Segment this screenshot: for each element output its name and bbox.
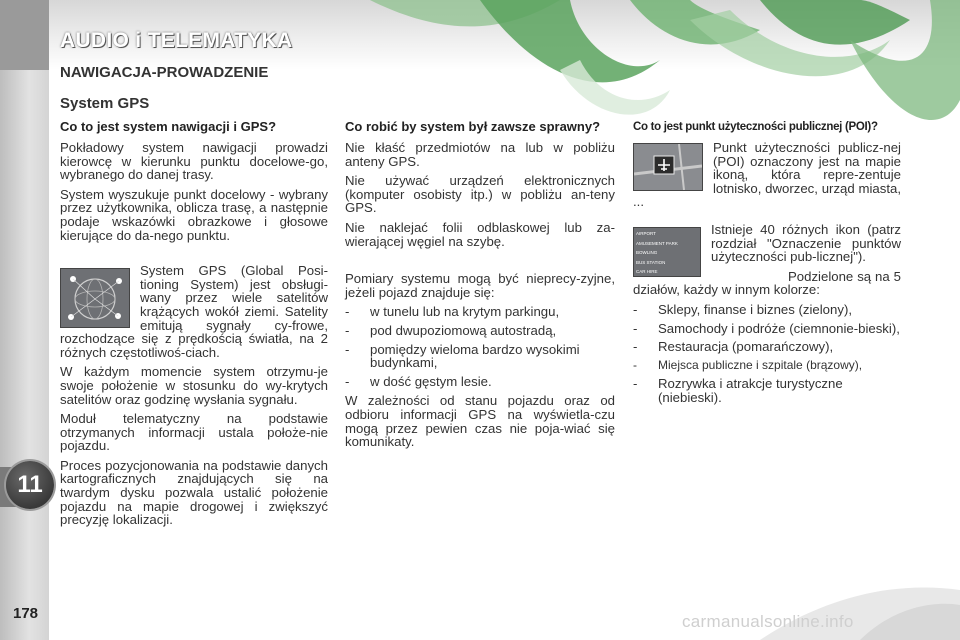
- page-number: 178: [13, 605, 39, 622]
- chapter-number: 11: [17, 471, 43, 498]
- section-title: NAWIGACJA-PROWADZENIE: [60, 64, 269, 81]
- page-header-title: AUDIO i TELEMATYKA: [60, 29, 293, 52]
- paragraph: Podzielone są na 5 działów, każdy w innym kolorze:: [633, 268, 901, 298]
- poi-category-list: [633, 303, 901, 405]
- heading-how-to-keep-working: Co robić by system był zawsze sprawny?: [345, 119, 601, 134]
- poi-categories-block: [633, 223, 901, 297]
- heading-what-is-poi: Co to jest punkt użyteczności publicznej (POI)?: [633, 121, 878, 133]
- paragraph: Pomiary systemu mogą być nieprecy-zyjne, jeżeli pojazd znajduje się:: [345, 271, 615, 300]
- list-item: - Rozrywka i atrakcje turystyczne (niebieski).: [633, 376, 843, 405]
- list-item: - w dość gęstym lesie.: [345, 373, 492, 389]
- poi-list-image: [633, 227, 701, 277]
- conditions-list: [345, 305, 615, 388]
- chapter-badge: [6, 461, 54, 509]
- paragraph: Istnieje 40 różnych ikon (patrz rozdział "Oznaczenie punktów użyteczności pub-licznej").: [711, 222, 901, 265]
- list-item: - Samochody i podróże (ciemnonie-bieski),: [633, 320, 900, 336]
- list-item: BOWLING: [636, 250, 658, 255]
- paragraph-text: Punkt użyteczności publicz-nej (POI) oznaczony jest na mapie ikoną, która repre-zentuje lotnisko, dworzec, urząd miasta, ...: [633, 140, 901, 210]
- list-item: - Restauracja (pomarańczowy),: [633, 339, 834, 355]
- paragraph: Pokładowy system nawigacji prowadzi kierowcę w kierunku punktu docelowe-go, wybranego do danej trasy.: [60, 140, 328, 183]
- paragraph: W zależności od stanu pojazdu oraz od odbioru informacji GPS na wyświetla-czu mogą przez pewien czas nie poja-wiać się komunikaty.: [345, 393, 615, 450]
- paragraph: Nie naklejać folii odblaskowej lub za-wierającej węgiel na szybę.: [345, 219, 615, 249]
- paragraph: W każdym momencie system otrzymu-je swoje położenie w stosunku do wy-krytych satelitów oraz godzinę wysłania sygnału.: [60, 364, 328, 407]
- heading-what-is-gps: Co to jest system nawigacji i GPS?: [60, 119, 277, 134]
- list-item: CAR HIRE: [636, 269, 658, 274]
- satellite-globe-image: [60, 268, 130, 328]
- airport-poi-map-image: [633, 143, 703, 191]
- subsection-title: System GPS: [60, 95, 150, 112]
- paragraph: Nie używać urządzeń elektronicznych (komputer osobisty itp.) w pobliżu an-teny GPS.: [345, 173, 615, 216]
- paragraph: Nie kłaść przedmiotów na lub w pobliżu anteny GPS.: [345, 140, 615, 169]
- paragraph: System wyszukuje punkt docelowy - wybrany przez użytkownika, oblicza trasę, a następnie podaje wskazówki obrazkowe i głosowe kierujące do da-nego punktu.: [60, 186, 328, 243]
- left-header-tab: [0, 0, 56, 70]
- list-item: AMUSEMENT PARK: [636, 240, 678, 246]
- list-item: - Sklepy, finanse i biznes (zielony),: [633, 301, 852, 317]
- column-right: [633, 120, 901, 411]
- paragraph: Moduł telematyczny na podstawie otrzymanych informacji ustala położe-nie pojazdu.: [60, 411, 328, 454]
- list-item: - Miejsca publiczne i szpitale (brązowy),: [633, 357, 863, 372]
- list-item: - pomiędzy wieloma bardzo wysokimi budynkami,: [345, 341, 580, 371]
- list-item: - pod dwupoziomową autostradą,: [345, 322, 557, 338]
- column-middle: [345, 120, 615, 455]
- list-item: BUS STATION: [636, 259, 666, 265]
- paragraph-with-image: [633, 141, 901, 217]
- list-item: AIRPORT: [636, 231, 656, 236]
- paragraph-text: System GPS (Global Posi-tioning System) jest obsługi-wany przez wiele satelitów krążących wokół ziemi. Satelity emitują sygnały cy-frowe, rozchodzące się z prędkością światła, na 2 różnych częstotliwoś-ciach.: [60, 263, 328, 360]
- watermark-text: carmanualsonline.info: [682, 612, 854, 631]
- paragraph-with-image: [60, 264, 328, 359]
- list-item: - w tunelu lub na krytym parkingu,: [345, 304, 560, 320]
- column-left: [60, 120, 328, 533]
- paragraph: Proces pozycjonowania na podstawie danych kartograficznych znajdujących się na twardym dysku pozwala ustalić położenie pojazdu na mapie drogowej i zwiększyć precyzję lokalizacji.: [60, 457, 328, 528]
- left-margin-band: [0, 0, 49, 640]
